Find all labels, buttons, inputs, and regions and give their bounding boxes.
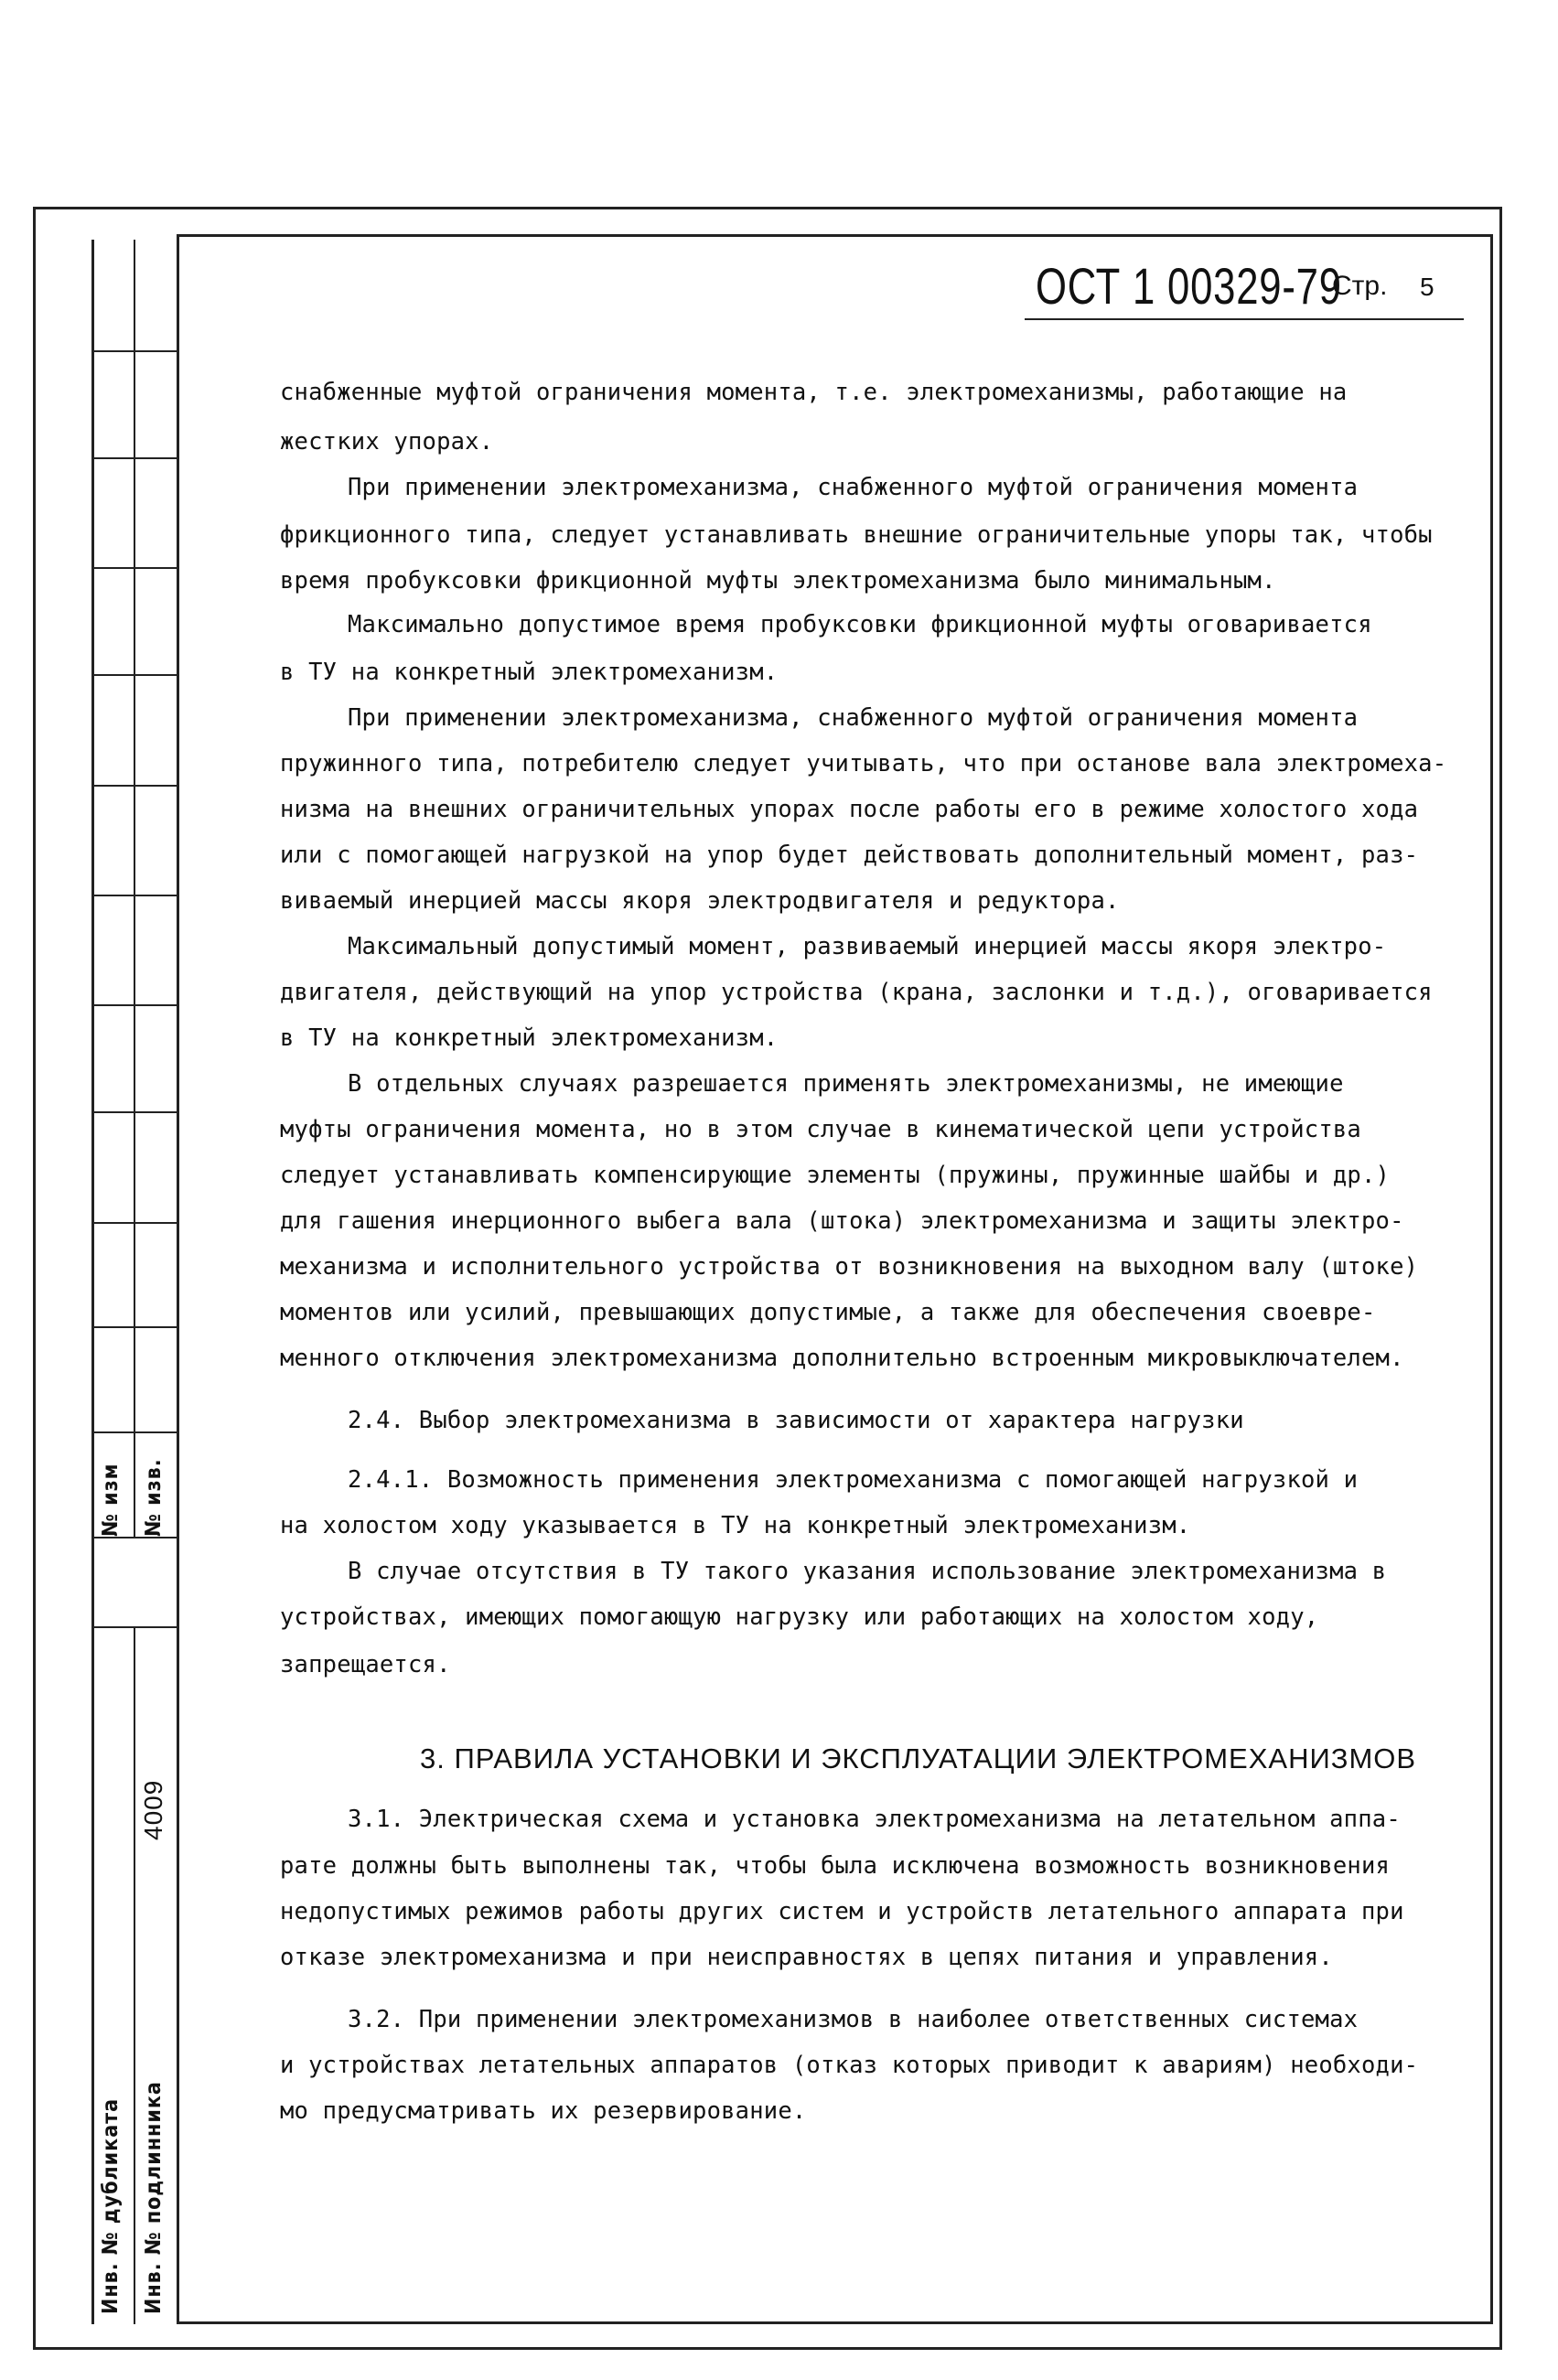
change-no-label: № изм bbox=[99, 1463, 123, 1537]
text-line: или с помогающей нагрузкой на упор будет действовать дополнительный момент, раз- bbox=[280, 842, 1419, 869]
notice-no-label: № изв. bbox=[142, 1458, 166, 1537]
stamp-cell-line bbox=[91, 785, 177, 787]
text-line: механизма и исполнительного устройства от возникновения на выходном валу (штоке) bbox=[280, 1253, 1419, 1281]
text-line: 2.4.1. Возможность применения электромеханизма с помогающей нагрузкой и bbox=[348, 1466, 1359, 1494]
stamp-cell-line bbox=[91, 457, 177, 459]
text-line: время пробуксовки фрикционной муфты электромеханизма было минимальным. bbox=[280, 567, 1276, 595]
text-line: жестких упорах. bbox=[280, 428, 494, 456]
document-code: ОСТ 1 00329-79 bbox=[1036, 257, 1342, 315]
section-title: 3. ПРАВИЛА УСТАНОВКИ И ЭКСПЛУАТАЦИИ ЭЛЕКТРОМЕХАНИЗМОВ bbox=[420, 1742, 1417, 1774]
text-line: Максимальный допустимый момент, развиваемый инерцией массы якоря электро- bbox=[348, 933, 1387, 960]
stamp-cell-line bbox=[91, 350, 177, 352]
page-header bbox=[1025, 256, 1464, 320]
text-line: муфты ограничения момента, но в этом случае в кинематической цепи устройства bbox=[280, 1116, 1361, 1143]
text-line: следует устанавливать компенсирующие элементы (пружины, пружинные шайбы и др.) bbox=[280, 1162, 1391, 1189]
page-label: Стр. bbox=[1332, 271, 1388, 301]
text-line: запрещается. bbox=[280, 1651, 451, 1678]
text-line: отказе электромеханизма и при неисправностях в цепях питания и управления. bbox=[280, 1944, 1333, 1971]
text-line: рате должны быть выполнены так, чтобы была исключена возможность возникновения bbox=[280, 1852, 1391, 1880]
text-line: в ТУ на конкретный электромеханизм. bbox=[280, 659, 779, 686]
text-line: При применении электромеханизма, снабженного муфтой ограничения момента bbox=[348, 474, 1359, 501]
text-line: Максимально допустимое время пробуксовки фрикционной муфты оговаривается bbox=[348, 611, 1372, 638]
subsection-heading: 2.4. Выбор электромеханизма в зависимости от характера нагрузки bbox=[348, 1407, 1244, 1434]
text-line: 3.1. Электрическая схема и установка электромеханизма на летательном аппа- bbox=[348, 1806, 1401, 1833]
text-line: низма на внешних ограничительных упорах после работы его в режиме холостого хода bbox=[280, 796, 1419, 823]
text-line: и устройствах летательных аппаратов (отказ которых приводит к авариям) необходи- bbox=[280, 2052, 1419, 2079]
stamp-upper-divider bbox=[91, 240, 135, 1537]
text-line: фрикционного типа, следует устанавливать внешние ограничительные упоры так, чтобы bbox=[280, 521, 1433, 549]
stamp-cell-line bbox=[91, 1222, 177, 1224]
stamp-cell-line bbox=[91, 1111, 177, 1113]
text-line: на холостом ходу указывается в ТУ на конкретный электромеханизм. bbox=[280, 1512, 1191, 1539]
stamp-cell-line bbox=[91, 1626, 177, 1628]
text-line: в ТУ на конкретный электромеханизм. bbox=[280, 1024, 779, 1052]
text-line: устройствах, имеющих помогающую нагрузку или работающих на холостом ходу, bbox=[280, 1603, 1319, 1631]
page-number: 5 bbox=[1420, 273, 1434, 301]
text-line: менного отключения электромеханизма дополнительно встроенным микровыключателем. bbox=[280, 1345, 1404, 1372]
text-line: виваемый инерцией массы якоря электродвигателя и редуктора. bbox=[280, 887, 1120, 915]
stamp-cell-line bbox=[91, 674, 177, 676]
stamp-cell-line bbox=[91, 1537, 177, 1538]
text-line: моментов или усилий, превышающих допустимые, а также для обеспечения своевре- bbox=[280, 1299, 1376, 1326]
duplicate-inv-label: Инв. № дубликата bbox=[99, 2097, 123, 2314]
text-line: При применении электромеханизма, снабженного муфтой ограничения момента bbox=[348, 704, 1359, 732]
text-line: двигателя, действующий на упор устройства (крана, заслонки и т.д.), оговаривается bbox=[280, 979, 1433, 1006]
text-line: 3.2. При применении электромеханизмов в наиболее ответственных системах bbox=[348, 2006, 1359, 2033]
text-line: снабженные муфтой ограничения момента, т.е. электромеханизмы, работающие на bbox=[280, 379, 1348, 406]
original-inv-value: 4009 bbox=[139, 1779, 167, 1840]
stamp-cell-line bbox=[91, 895, 177, 896]
stamp-cell-line bbox=[91, 1004, 177, 1006]
text-line: недопустимых режимов работы других систем и устройств летательного аппарата при bbox=[280, 1898, 1404, 1925]
original-inv-label: Инв. № подлинника bbox=[142, 2081, 166, 2314]
stamp-cell-line bbox=[91, 567, 177, 569]
stamp-cell-line bbox=[91, 1431, 177, 1433]
text-line: В случае отсутствия в ТУ такого указания использование электромеханизма в bbox=[348, 1558, 1387, 1585]
text-line: для гашения инерционного выбега вала (штока) электромеханизма и защиты электро- bbox=[280, 1207, 1404, 1235]
text-line: пружинного типа, потребителю следует учитывать, что при останове вала электромеха- bbox=[280, 750, 1447, 777]
text-line: В отдельных случаях разрешается применять электромеханизмы, не имеющие bbox=[348, 1070, 1344, 1098]
text-line: мо предусматривать их резервирование. bbox=[280, 2097, 807, 2125]
stamp-cell-line bbox=[91, 1326, 177, 1328]
